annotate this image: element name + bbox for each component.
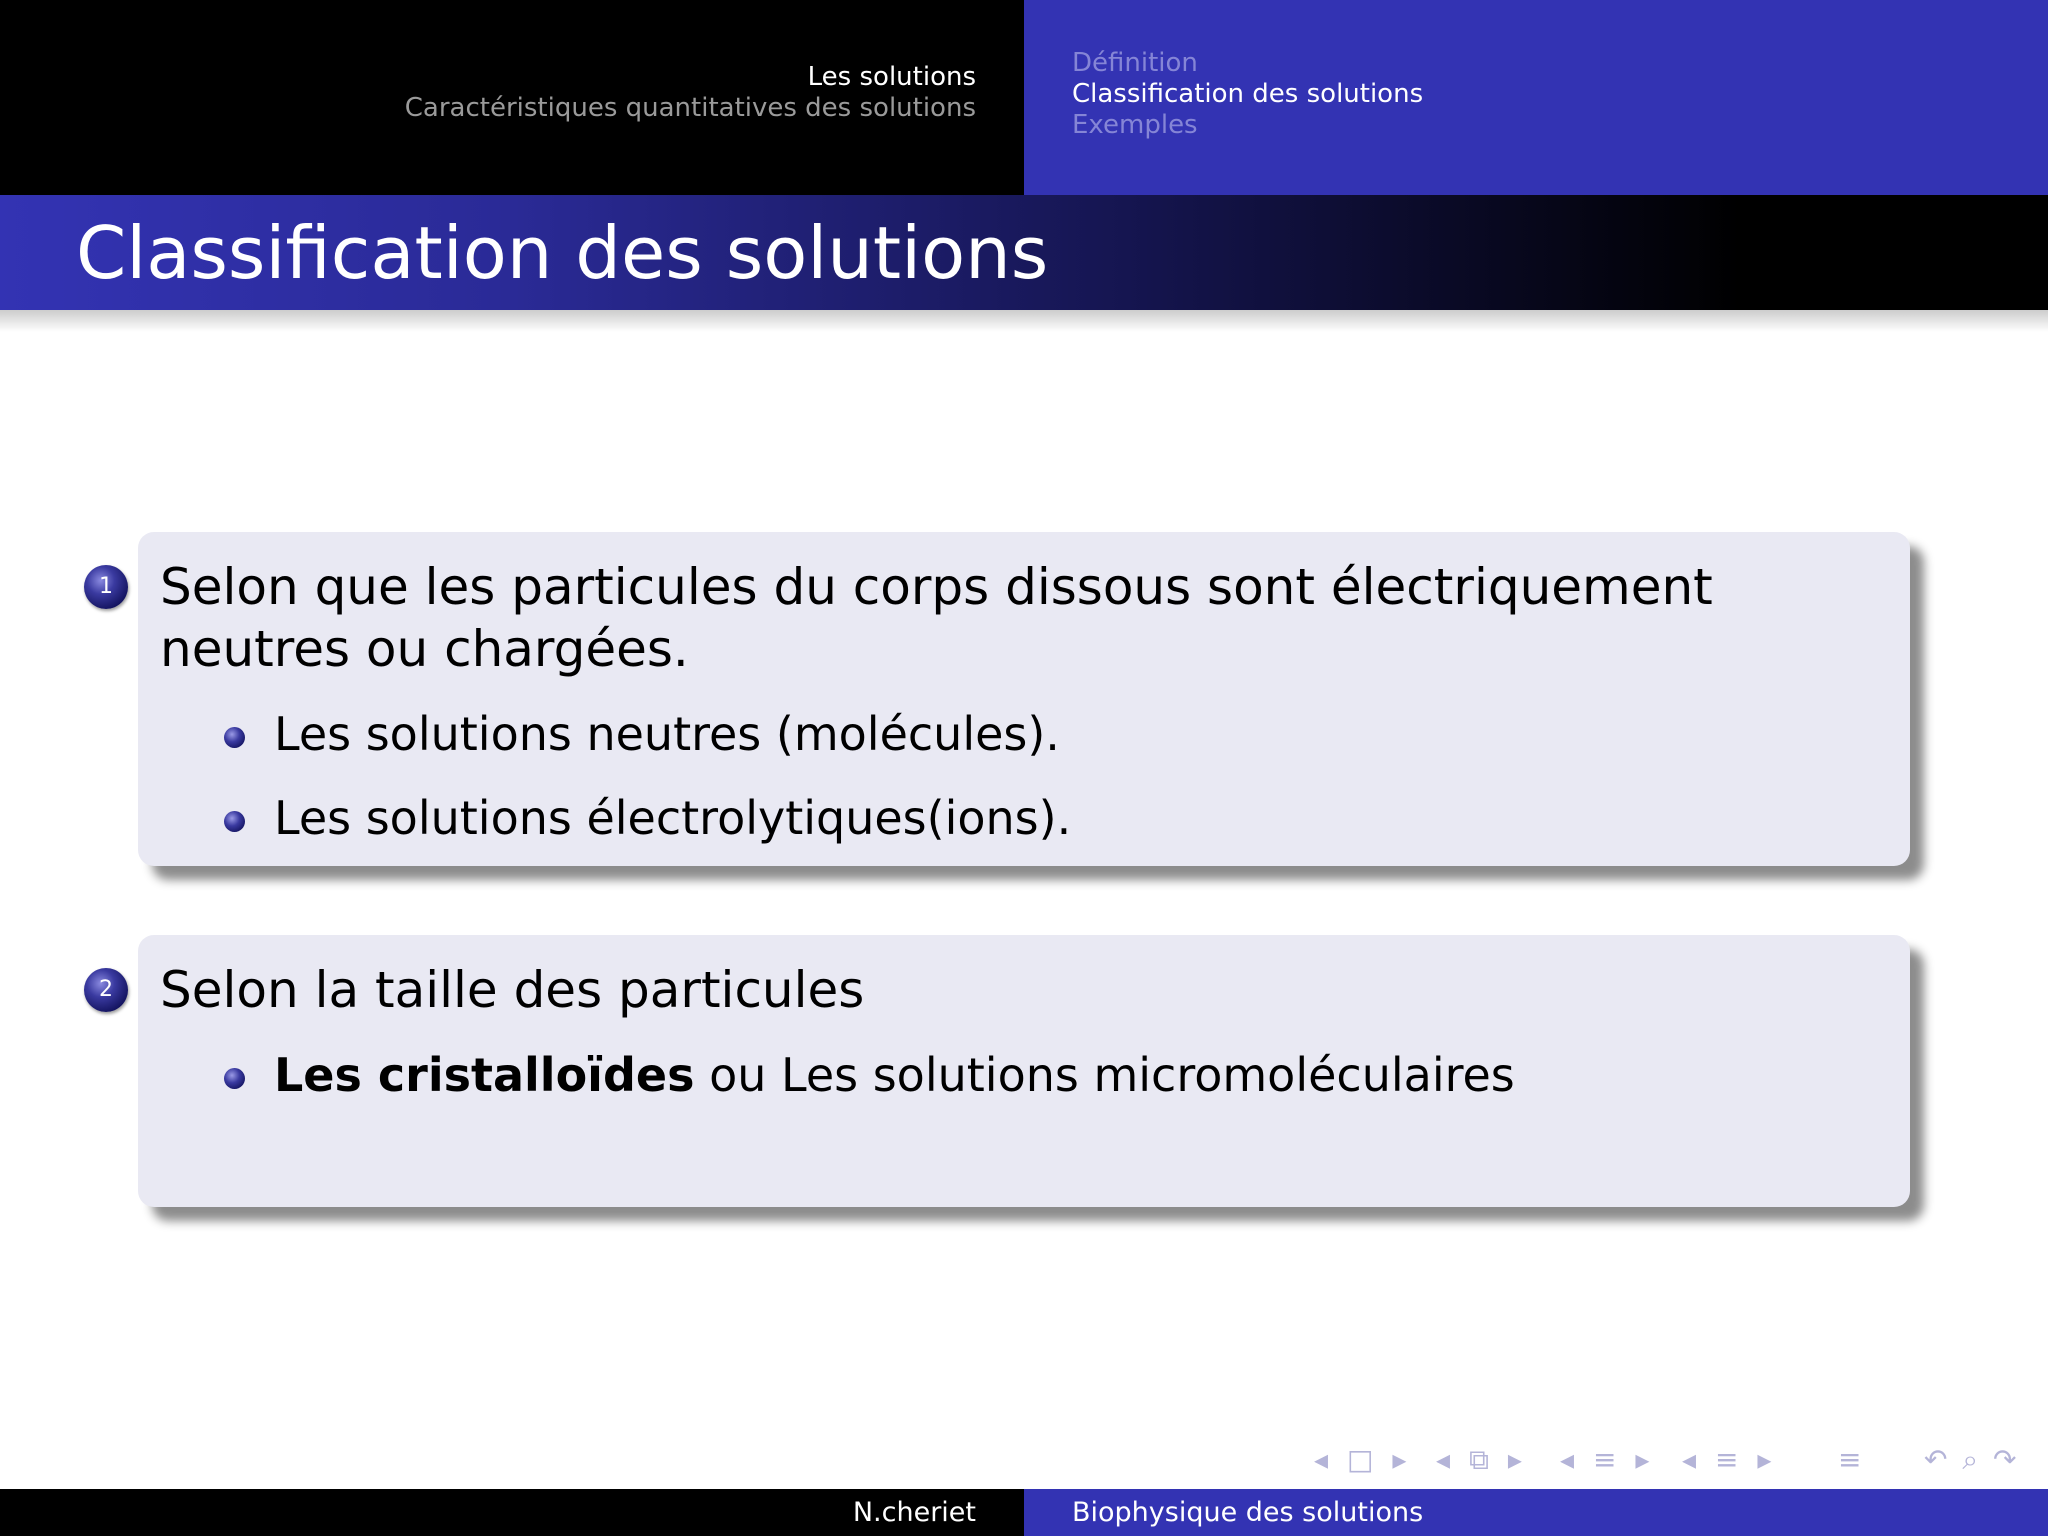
header-sections bbox=[0, 0, 1024, 195]
footer-title: Biophysique des solutions bbox=[1024, 1489, 2048, 1536]
sub-item-cristalloides bbox=[274, 1047, 1515, 1103]
subsection-navigation bbox=[1436, 1440, 1522, 1480]
section-navigation bbox=[1560, 1440, 1649, 1480]
bullet-icon bbox=[224, 811, 245, 832]
document-navigation bbox=[1682, 1440, 1771, 1480]
document-icon[interactable]: ≡ bbox=[1714, 1443, 1739, 1476]
frame-next-icon[interactable]: ▸ bbox=[1392, 1443, 1407, 1476]
frame-title: Classification des solutions bbox=[76, 211, 1049, 295]
subsection-classification[interactable]: Classification des solutions bbox=[1072, 79, 1424, 109]
sub-item-electrolytiques: Les solutions électrolytiques(ions). bbox=[274, 791, 1072, 845]
enumerated-item-1-text: Selon que les particules du corps dissous sont électriquement neutres ou chargées. bbox=[160, 558, 1713, 678]
section-next-icon[interactable]: ▸ bbox=[1635, 1443, 1650, 1476]
forward-icon[interactable]: ↷ bbox=[1992, 1443, 2017, 1476]
section-prev-icon[interactable]: ◂ bbox=[1560, 1443, 1575, 1476]
title-shadow bbox=[0, 310, 2048, 332]
section-icon[interactable]: ≡ bbox=[1592, 1443, 1617, 1476]
frame-icon[interactable]: □ bbox=[1346, 1443, 1374, 1476]
back-icon[interactable]: ↶ bbox=[1924, 1443, 1948, 1476]
frame-navigation bbox=[1314, 1440, 1406, 1480]
search-navigation bbox=[1924, 1440, 2016, 1480]
subsection-definition[interactable]: Définition bbox=[1072, 48, 1198, 78]
appendix-icon[interactable]: ≡ bbox=[1838, 1443, 1862, 1476]
subsection-prev-icon[interactable]: ◂ bbox=[1436, 1443, 1451, 1476]
enumeration-ball-1: 1 bbox=[84, 565, 128, 609]
cristalloides-rest: ou Les solutions micromoléculaires bbox=[694, 1048, 1515, 1102]
appendix-navigation bbox=[1838, 1440, 1861, 1480]
header-subsections bbox=[1024, 0, 2048, 195]
cristalloides-bold-term: Les cristalloïdes bbox=[274, 1048, 695, 1102]
bullet-icon bbox=[224, 727, 245, 748]
document-prev-icon[interactable]: ◂ bbox=[1682, 1443, 1697, 1476]
frame-prev-icon[interactable]: ◂ bbox=[1314, 1443, 1329, 1476]
enumerated-item-2-text: Selon la taille des particules bbox=[160, 961, 865, 1019]
footer bbox=[0, 1489, 2048, 1536]
subsection-icon[interactable]: ⧉ bbox=[1468, 1443, 1489, 1476]
subsection-exemples[interactable]: Exemples bbox=[1072, 110, 1198, 140]
search-icon[interactable]: ⌕ bbox=[1962, 1443, 1979, 1476]
frame-title-bar bbox=[0, 195, 2048, 310]
header bbox=[0, 0, 2048, 195]
enumeration-ball-2: 2 bbox=[84, 968, 128, 1012]
footer-author: N.cheriet bbox=[0, 1489, 1024, 1536]
sub-item-neutres: Les solutions neutres (molécules). bbox=[274, 707, 1060, 761]
subsection-next-icon[interactable]: ▸ bbox=[1507, 1443, 1522, 1476]
document-next-icon[interactable]: ▸ bbox=[1757, 1443, 1772, 1476]
bullet-icon bbox=[224, 1068, 245, 1089]
section-les-solutions[interactable]: Les solutions bbox=[807, 62, 976, 92]
section-caracteristiques[interactable]: Caractéristiques quantitatives des solutions bbox=[404, 93, 976, 123]
